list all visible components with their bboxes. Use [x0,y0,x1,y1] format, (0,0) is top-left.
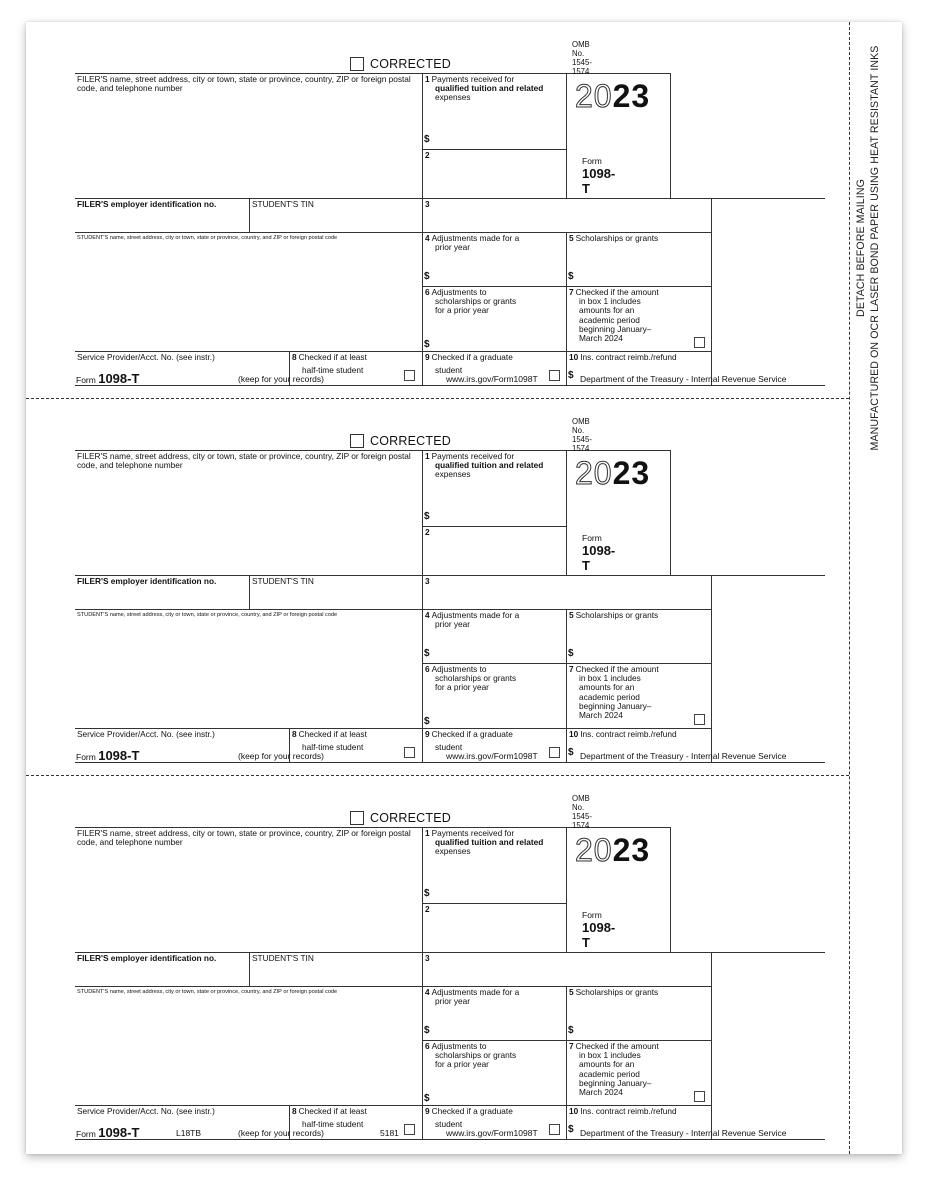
box4-adjustments[interactable] [423,609,567,663]
box7-label-e: beginning January– [579,1077,652,1088]
box8-label-b: half-time student [302,365,364,376]
copy-divider [712,952,825,953]
box4-label-a: Adjustments made for a [431,233,520,243]
box7-label-e: beginning January– [579,323,652,334]
box5-number: 5 [569,233,574,243]
box10-label: Ins. contract reimb./refund [580,352,677,362]
box7-label-f: March 2024 [579,1087,623,1098]
box5-dollar: $ [568,1025,574,1036]
box7-number: 7 [569,664,574,674]
filer-ein-label: FILER'S employer identification no. [77,199,217,209]
footer-code: L18TB [176,1128,202,1138]
footer-form-number: 1098-T [98,1125,140,1140]
box10-number: 10 [569,352,579,362]
box7-label-b: in box 1 includes [579,1050,641,1061]
footer-keep: (keep for your records) [238,751,324,761]
filer-name-box[interactable] [75,73,423,198]
box3[interactable] [423,198,712,232]
box6-adjustments-scholarships[interactable] [423,663,567,728]
box9-label-b: student [435,742,463,753]
box9-checkbox[interactable] [549,370,560,381]
box7-label-a: Checked if the amount [575,664,659,674]
box7-label-c: amounts for an [579,305,635,316]
box9-number: 9 [425,729,430,739]
footer-form-word: Form [76,752,96,762]
box6-label-c: for a prior year [435,305,489,316]
box5-label: Scholarships or grants [575,610,659,620]
box8-checkbox[interactable] [404,747,415,758]
student-tin-box[interactable] [250,198,423,232]
tax-year [575,834,650,866]
box6-number: 6 [425,1041,430,1051]
student-name-label: STUDENT'S name, street address, city or town, state or province, country, and ZIP or foreign postal code [77,989,338,995]
service-provider-label: Service Provider/Acct. No. (see instr.) [77,1106,215,1116]
box7-academic-period[interactable] [567,663,712,728]
box4-adjustments[interactable] [423,232,567,286]
tax-year-light: 20 [575,832,613,868]
box5-label: Scholarships or grants [575,987,659,997]
student-tin-label: STUDENT'S TIN [252,953,314,963]
box4-label-a: Adjustments made for a [431,610,520,620]
filer-ein-label: FILER'S employer identification no. [77,953,217,963]
box1-label-b: qualified tuition and related [435,837,544,848]
side-note-line-2: MANUFACTURED ON OCR LASER BOND PAPER USING HEAT RESISTANT INKS [869,45,881,451]
box1-label-a: Payments received for [431,451,515,461]
box8-number: 8 [292,352,297,362]
copy-divider [712,575,825,576]
form-id [582,156,615,196]
box3[interactable] [423,952,712,986]
tax-year-light: 20 [575,78,613,114]
footer-dept: Department of the Treasury - Internal Revenue Service [580,751,787,761]
student-name-label: STUDENT'S name, street address, city or town, state or province, country, and ZIP or foreign postal code [77,235,338,241]
box1-number: 1 [425,451,430,461]
box5-dollar: $ [568,648,574,659]
tax-year-dark: 23 [612,832,651,868]
student-name-box[interactable] [75,609,423,728]
box6-label-a: Adjustments to [431,287,487,297]
student-name-label: STUDENT'S name, street address, city or town, state or province, country, and ZIP or foreign postal code [77,612,338,618]
box1-label-a: Payments received for [431,828,515,838]
box1-label-c: expenses [435,469,471,480]
student-tin-box[interactable] [250,952,423,986]
box9-label-a: Checked if a graduate [431,1106,513,1116]
box4-label-b: prior year [435,242,471,253]
side-note-line-1: DETACH BEFORE MAILING [855,179,867,317]
corrected-label: CORRECTED [370,810,451,825]
box7-number: 7 [569,287,574,297]
corrected-checkbox[interactable] [350,811,364,825]
box6-adjustments-scholarships[interactable] [423,1040,567,1105]
box1-payments[interactable] [423,827,567,903]
box4-number: 4 [425,610,430,620]
corrected-checkbox-row [350,433,451,448]
form-number: 1098-T [582,920,616,950]
box7-label-b: in box 1 includes [579,673,641,684]
box5-number: 5 [569,610,574,620]
box4-number: 4 [425,233,430,243]
box10-dollar: $ [568,370,574,381]
footer-form [76,1126,139,1140]
box7-number: 7 [569,1041,574,1051]
form-word: Form [582,533,602,543]
box8-number: 8 [292,729,297,739]
box4-adjustments[interactable] [423,986,567,1040]
form-id [582,910,615,950]
corrected-label: CORRECTED [370,433,451,448]
box7-label-d: academic period [579,691,640,702]
box6-number: 6 [425,664,430,674]
omb-number: OMB No. 1545-1574 [572,417,592,453]
filer-name-box[interactable] [75,450,423,575]
filer-ein-box[interactable] [75,198,250,232]
box1-payments[interactable] [423,450,567,526]
box7-label-b: in box 1 includes [579,296,641,307]
box2[interactable] [423,149,567,198]
filer-ein-box[interactable] [75,952,250,986]
student-name-box[interactable] [75,232,423,351]
footer-dept: Department of the Treasury - Internal Revenue Service [580,374,787,384]
form-copy-2 [0,399,925,763]
footer-form-number: 1098-T [98,748,140,763]
copy-divider [712,198,825,199]
box5-dollar: $ [568,271,574,282]
box8-checkbox[interactable] [404,370,415,381]
box1-label-a: Payments received for [431,74,515,84]
box8-label-b: half-time student [302,742,364,753]
footer-form-word: Form [76,375,96,385]
box3-number: 3 [425,576,430,586]
box9-number: 9 [425,352,430,362]
box2[interactable] [423,903,567,952]
form-copy-3 [0,776,925,1140]
box1-number: 1 [425,74,430,84]
box1-label-c: expenses [435,92,471,103]
footer-dept: Department of the Treasury - Internal Revenue Service [580,1128,787,1138]
form-id [582,533,615,573]
footer-number: 5181 [380,1128,399,1138]
box4-label-a: Adjustments made for a [431,987,520,997]
tax-year-light: 20 [575,455,613,491]
box1-label-c: expenses [435,846,471,857]
tax-year [575,457,650,489]
student-tin-label: STUDENT'S TIN [252,576,314,586]
box5-scholarships[interactable] [567,232,712,286]
box8-label-a: Checked if at least [298,1106,367,1116]
box6-label-a: Adjustments to [431,664,487,674]
box6-number: 6 [425,287,430,297]
box9-label-a: Checked if a graduate [431,352,513,362]
box8-label-a: Checked if at least [298,352,367,362]
box1-dollar: $ [424,511,430,522]
box7-label-d: academic period [579,1068,640,1079]
box9-checkbox[interactable] [549,747,560,758]
service-provider-label: Service Provider/Acct. No. (see instr.) [77,352,215,362]
box1-dollar: $ [424,888,430,899]
box1-label-b: qualified tuition and related [435,460,544,471]
box1-label-b: qualified tuition and related [435,83,544,94]
box6-label-c: for a prior year [435,682,489,693]
box7-label-f: March 2024 [579,710,623,721]
box9-label-a: Checked if a graduate [431,729,513,739]
footer-url: www.irs.gov/Form1098T [446,751,538,761]
box7-checkbox[interactable] [694,714,705,725]
filer-name-box[interactable] [75,827,423,952]
box3-number: 3 [425,199,430,209]
box4-dollar: $ [424,271,430,282]
box5-scholarships[interactable] [567,609,712,663]
student-tin-label: STUDENT'S TIN [252,199,314,209]
box7-academic-period[interactable] [567,1040,712,1105]
box6-label-b: scholarships or grants [435,673,517,684]
box6-dollar: $ [424,716,430,727]
footer-url: www.irs.gov/Form1098T [446,1128,538,1138]
footer-form [76,372,139,386]
student-name-box[interactable] [75,986,423,1105]
box6-label-c: for a prior year [435,1059,489,1070]
box7-label-a: Checked if the amount [575,287,659,297]
box9-label-b: student [435,365,463,376]
box2-number: 2 [425,527,430,537]
box6-label-b: scholarships or grants [435,296,517,307]
box7-checkbox[interactable] [694,337,705,348]
box1-dollar: $ [424,134,430,145]
box6-label-a: Adjustments to [431,1041,487,1051]
box7-label-e: beginning January– [579,700,652,711]
box8-checkbox[interactable] [404,1124,415,1135]
box1-payments[interactable] [423,73,567,149]
box4-label-b: prior year [435,619,471,630]
box5-number: 5 [569,987,574,997]
corrected-checkbox-row [350,56,451,71]
tax-year [575,80,650,112]
corrected-checkbox-row [350,810,451,825]
box6-label-b: scholarships or grants [435,1050,517,1061]
box10-number: 10 [569,1106,579,1116]
form-word: Form [582,910,602,920]
box6-adjustments-scholarships[interactable] [423,286,567,351]
footer-url: www.irs.gov/Form1098T [446,374,538,384]
filer-name-label: FILER'S name, street address, city or town, state or province, country, ZIP or foreign postal code, and telephone number [77,74,411,94]
box5-scholarships[interactable] [567,986,712,1040]
service-provider-label: Service Provider/Acct. No. (see instr.) [77,729,215,739]
corrected-label: CORRECTED [370,56,451,71]
box3-number: 3 [425,953,430,963]
box2-number: 2 [425,904,430,914]
box8-number: 8 [292,1106,297,1116]
box2[interactable] [423,526,567,575]
box7-checkbox[interactable] [694,1091,705,1102]
box9-checkbox[interactable] [549,1124,560,1135]
footer-form [76,749,139,763]
filer-ein-label: FILER'S employer identification no. [77,576,217,586]
footer-form-word: Form [76,1129,96,1139]
tax-year-dark: 23 [612,78,651,114]
filer-ein-box[interactable] [75,575,250,609]
box10-dollar: $ [568,1124,574,1135]
box7-label-c: amounts for an [579,1059,635,1070]
box9-label-b: student [435,1119,463,1130]
box8-label-b: half-time student [302,1119,364,1130]
box4-label-b: prior year [435,996,471,1007]
box10-label: Ins. contract reimb./refund [580,1106,677,1116]
omb-number: OMB No. 1545-1574 [572,40,592,76]
box7-academic-period[interactable] [567,286,712,351]
form-copy-1 [0,22,925,386]
box4-number: 4 [425,987,430,997]
box5-label: Scholarships or grants [575,233,659,243]
footer-keep: (keep for your records) [238,1128,324,1138]
box10-number: 10 [569,729,579,739]
box10-dollar: $ [568,747,574,758]
corrected-checkbox[interactable] [350,57,364,71]
box4-dollar: $ [424,648,430,659]
footer-form-number: 1098-T [98,371,140,386]
box10-label: Ins. contract reimb./refund [580,729,677,739]
form-number: 1098-T [582,166,616,196]
form-word: Form [582,156,602,166]
filer-name-label: FILER'S name, street address, city or town, state or province, country, ZIP or foreign postal code, and telephone number [77,451,411,471]
student-tin-box[interactable] [250,575,423,609]
form-number: 1098-T [582,543,616,573]
box9-number: 9 [425,1106,430,1116]
corrected-checkbox[interactable] [350,434,364,448]
omb-number: OMB No. 1545-1574 [572,794,592,830]
box7-label-a: Checked if the amount [575,1041,659,1051]
footer-keep: (keep for your records) [238,374,324,384]
box7-label-f: March 2024 [579,333,623,344]
box1-number: 1 [425,828,430,838]
box3[interactable] [423,575,712,609]
box4-dollar: $ [424,1025,430,1036]
box7-label-c: amounts for an [579,682,635,693]
tax-year-dark: 23 [612,455,651,491]
box8-label-a: Checked if at least [298,729,367,739]
box6-dollar: $ [424,339,430,350]
box2-number: 2 [425,150,430,160]
filer-name-label: FILER'S name, street address, city or town, state or province, country, ZIP or foreign postal code, and telephone number [77,828,411,848]
box6-dollar: $ [424,1093,430,1104]
box7-label-d: academic period [579,314,640,325]
